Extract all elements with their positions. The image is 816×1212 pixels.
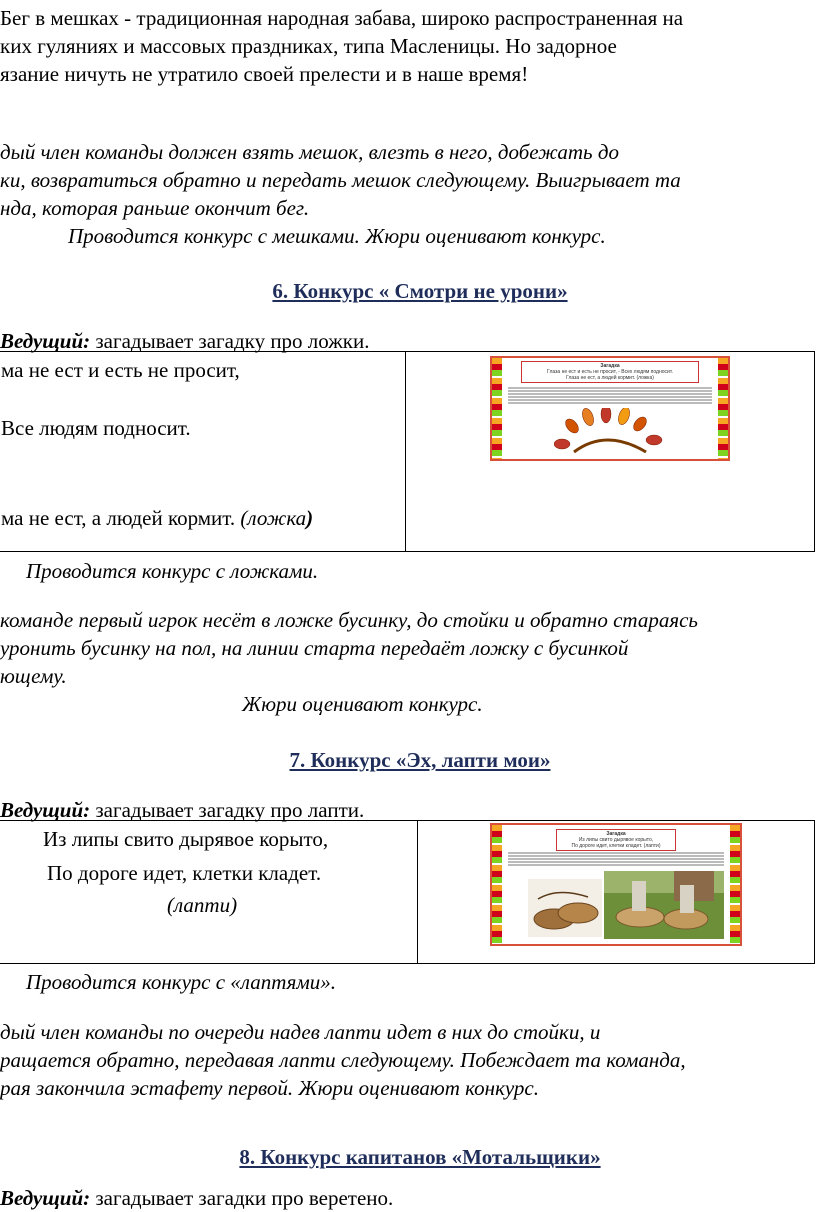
intro-text: Бег в мешках - традиционная народная забава, широко распространенная на <box>0 6 684 30</box>
riddle-line-1: Из липы свито дырявое корыто, <box>43 827 329 851</box>
slide-body-text <box>508 386 712 405</box>
contest6-desc-line-2: уронить бусинку на пол, на линии старта передаёт ложку с бусинкой <box>0 636 629 660</box>
riddle-line-2: Все людям подносит. <box>1 416 191 440</box>
riddle-text-cell <box>0 821 418 964</box>
contest6-desc-line-3: ющему. <box>0 664 67 688</box>
riddle-answer: (ложка <box>240 506 307 530</box>
slide-body-text <box>508 851 724 867</box>
contest7-desc-line-3: рая закончила эстафету первой. Жюри оценивают конкурс. <box>0 1076 540 1100</box>
contest7-heading: 7. Конкурс «Эх, лапти мои» <box>289 748 551 772</box>
contest7-desc-line-2: ращается обратно, передавая лапти следующему. Побеждает та команда, <box>0 1048 686 1072</box>
intro-text: ких гуляниях и массовых праздниках, типа Масленицы. Но задорное <box>0 34 617 58</box>
riddle-answer-close: ) <box>306 506 314 530</box>
contest6-riddle-table <box>0 351 815 552</box>
slide-caption: Загадка Глаза не ест и есть не просит, - Всех людям подносит. Глаза не ест, а людей кормит. (ложка) <box>521 361 699 383</box>
intro-line-1 <box>0 4 796 32</box>
sack-race-line-3: нда, которая раньше окончит бег. <box>0 196 310 220</box>
contest7-held: Проводится конкурс с «лаптями». <box>26 970 337 994</box>
riddle-answer: (лапти) <box>167 893 238 917</box>
bast-shoes-image <box>528 879 602 937</box>
riddle-text-cell <box>0 352 406 552</box>
painted-spoons-image <box>554 408 666 456</box>
contest7-desc-line-1: дый член команды по очереди надев лапти идет в них до стойки, и <box>0 1020 601 1044</box>
riddle-line-3-text: ма не ест, а людей кормит. <box>1 506 241 530</box>
lead-label: Ведущий: <box>0 1186 91 1210</box>
lead-label: Ведущий: <box>0 798 91 822</box>
lead-text: загадывает загадки про веретено. <box>90 1186 394 1210</box>
feet-in-lapti-photo <box>604 871 724 939</box>
riddle-line-3 <box>1 504 313 532</box>
riddle-line-2: По дороге идет, клетки кладет. <box>47 861 322 885</box>
intro-line-2 <box>0 32 796 60</box>
contest8-lead <box>0 1184 393 1212</box>
lead-text: загадывает загадку про лапти. <box>90 798 365 822</box>
sack-race-line-1: дый член команды должен взять мешок, влезть в него, добежать до <box>0 140 619 164</box>
spoons-slide-thumbnail <box>490 356 730 461</box>
sack-race-jury: Проводится конкурс с мешками. Жюри оценивают конкурс. <box>68 224 606 248</box>
slide-caption: Загадка Из липы свито дырявое корыто, По дороге идет, клетки кладет. (лапти) <box>556 829 676 851</box>
contest6-held: Проводится конкурс с ложками. <box>26 559 319 583</box>
contest6-heading: 6. Конкурс « Смотри не урони» <box>272 279 568 303</box>
contest7-riddle-table <box>0 820 815 964</box>
lead-text: загадывает загадку про ложки. <box>90 329 370 353</box>
intro-line-3: язание ничуть не утратило своей прелести и в наше время! <box>0 62 529 86</box>
contest8-heading: 8. Конкурс капитанов «Мотальщики» <box>239 1145 601 1169</box>
contest6-jury: Жюри оценивают конкурс. <box>242 692 483 716</box>
lead-label: Ведущий: <box>0 329 91 353</box>
contest6-desc-line-1: команде первый игрок несёт в ложке бусинку, до стойки и обратно стараясь <box>0 608 698 632</box>
riddle-image-cell <box>418 821 815 964</box>
sack-race-line-2: ки, возвратиться обратно и передать мешок следующему. Выигрывает та <box>0 168 681 192</box>
riddle-image-cell <box>406 352 815 552</box>
lapti-slide-thumbnail <box>490 823 742 946</box>
riddle-line-1: ма не ест и есть не просит, <box>1 358 240 382</box>
